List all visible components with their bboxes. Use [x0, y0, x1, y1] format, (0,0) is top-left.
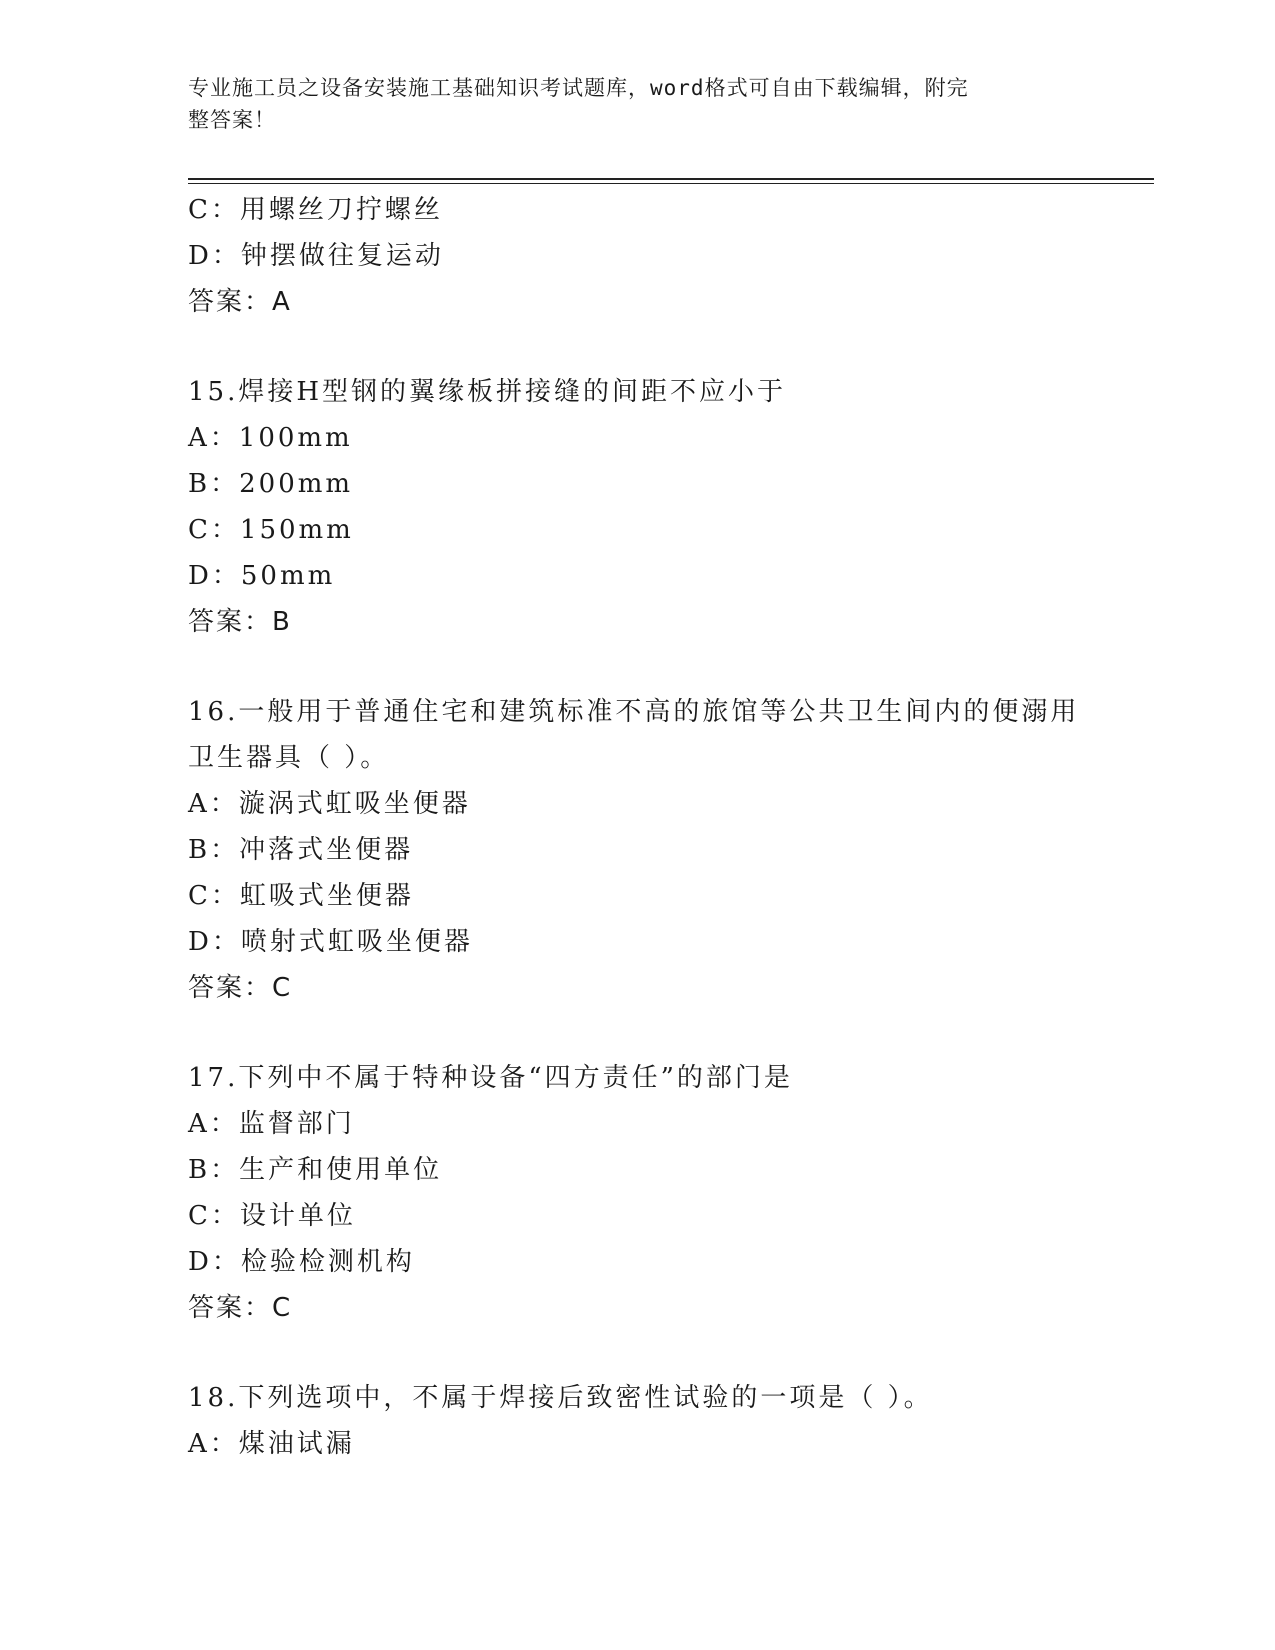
question-stem: 17.下列中不属于特种设备“四方责任”的部门是 [188, 1063, 793, 1093]
option-text: 虹吸式坐便器 [239, 881, 414, 911]
question-gap [188, 325, 1088, 369]
answer-line: 答案：C [188, 973, 293, 1003]
option-text: 冲落式坐便器 [239, 835, 414, 865]
option-text: 钟摆做往复运动 [240, 241, 444, 271]
option-line [188, 233, 1088, 279]
question-gap [188, 1011, 1088, 1055]
option-text: 检验检测机构 [240, 1247, 415, 1277]
option-label: B： [188, 835, 240, 865]
question-gap [188, 1331, 1088, 1375]
option-text: 煤油试漏 [238, 1429, 355, 1459]
option-label: D： [188, 241, 241, 271]
option-text: 150mm [239, 515, 354, 545]
option-text: 设计单位 [239, 1201, 356, 1231]
option-line [188, 1101, 1088, 1147]
question-block-17 [188, 1055, 1088, 1331]
option-line [188, 1421, 1088, 1467]
option-text: 50mm [240, 561, 336, 591]
option-label: D： [188, 561, 241, 591]
option-label: B： [188, 469, 240, 499]
question-block-15 [188, 369, 1088, 645]
option-label: D： [188, 927, 241, 957]
option-label: A： [188, 789, 239, 819]
option-label: C： [188, 195, 240, 225]
option-line [188, 507, 1088, 553]
page-header [188, 72, 1068, 136]
option-label: B： [188, 1155, 240, 1185]
option-line [188, 873, 1088, 919]
question-stem: 16.一般用于普通住宅和建筑标准不高的旅馆等公共卫生间内的便溺用 [188, 697, 1080, 727]
option-line [188, 827, 1088, 873]
header-line-2: 整答案！ [188, 108, 276, 132]
option-line [188, 461, 1088, 507]
option-label: A： [188, 1429, 239, 1459]
option-text: 100mm [238, 423, 353, 453]
answer-line: 答案：C [188, 1293, 293, 1323]
question-stem-continued: 卫生器具（ ）。 [188, 743, 390, 773]
question-gap [188, 645, 1088, 689]
option-line [188, 1193, 1088, 1239]
option-text: 用螺丝刀拧螺丝 [239, 195, 443, 225]
header-divider-thin [188, 183, 1154, 184]
option-line [188, 553, 1088, 599]
option-line [188, 1147, 1088, 1193]
option-label: C： [188, 515, 240, 545]
question-block-prev [188, 187, 1088, 325]
question-stem: 15.焊接H型钢的翼缘板拼接缝的间距不应小于 [188, 377, 787, 407]
answer-line: 答案：B [188, 607, 292, 637]
header-line-1: 专业施工员之设备安装施工基础知识考试题库，word格式可自由下载编辑，附完 [188, 76, 969, 100]
option-line [188, 415, 1088, 461]
option-text: 监督部门 [238, 1109, 355, 1139]
option-line [188, 1239, 1088, 1285]
question-stem: 18.下列选项中，不属于焊接后致密性试验的一项是（ ）。 [188, 1383, 933, 1413]
option-text: 漩涡式虹吸坐便器 [238, 789, 471, 819]
option-line [188, 781, 1088, 827]
question-block-16 [188, 689, 1088, 1011]
option-line [188, 919, 1088, 965]
option-label: C： [188, 881, 240, 911]
option-line [188, 187, 1088, 233]
option-label: D： [188, 1247, 241, 1277]
answer-line: 答案：A [188, 287, 292, 317]
option-label: A： [188, 1109, 239, 1139]
option-text: 生产和使用单位 [239, 1155, 443, 1185]
option-label: C： [188, 1201, 240, 1231]
question-list [188, 187, 1088, 1467]
option-label: A： [188, 423, 239, 453]
option-text: 200mm [239, 469, 354, 499]
option-text: 喷射式虹吸坐便器 [240, 927, 473, 957]
header-divider-thick [188, 178, 1154, 180]
question-block-18 [188, 1375, 1088, 1467]
